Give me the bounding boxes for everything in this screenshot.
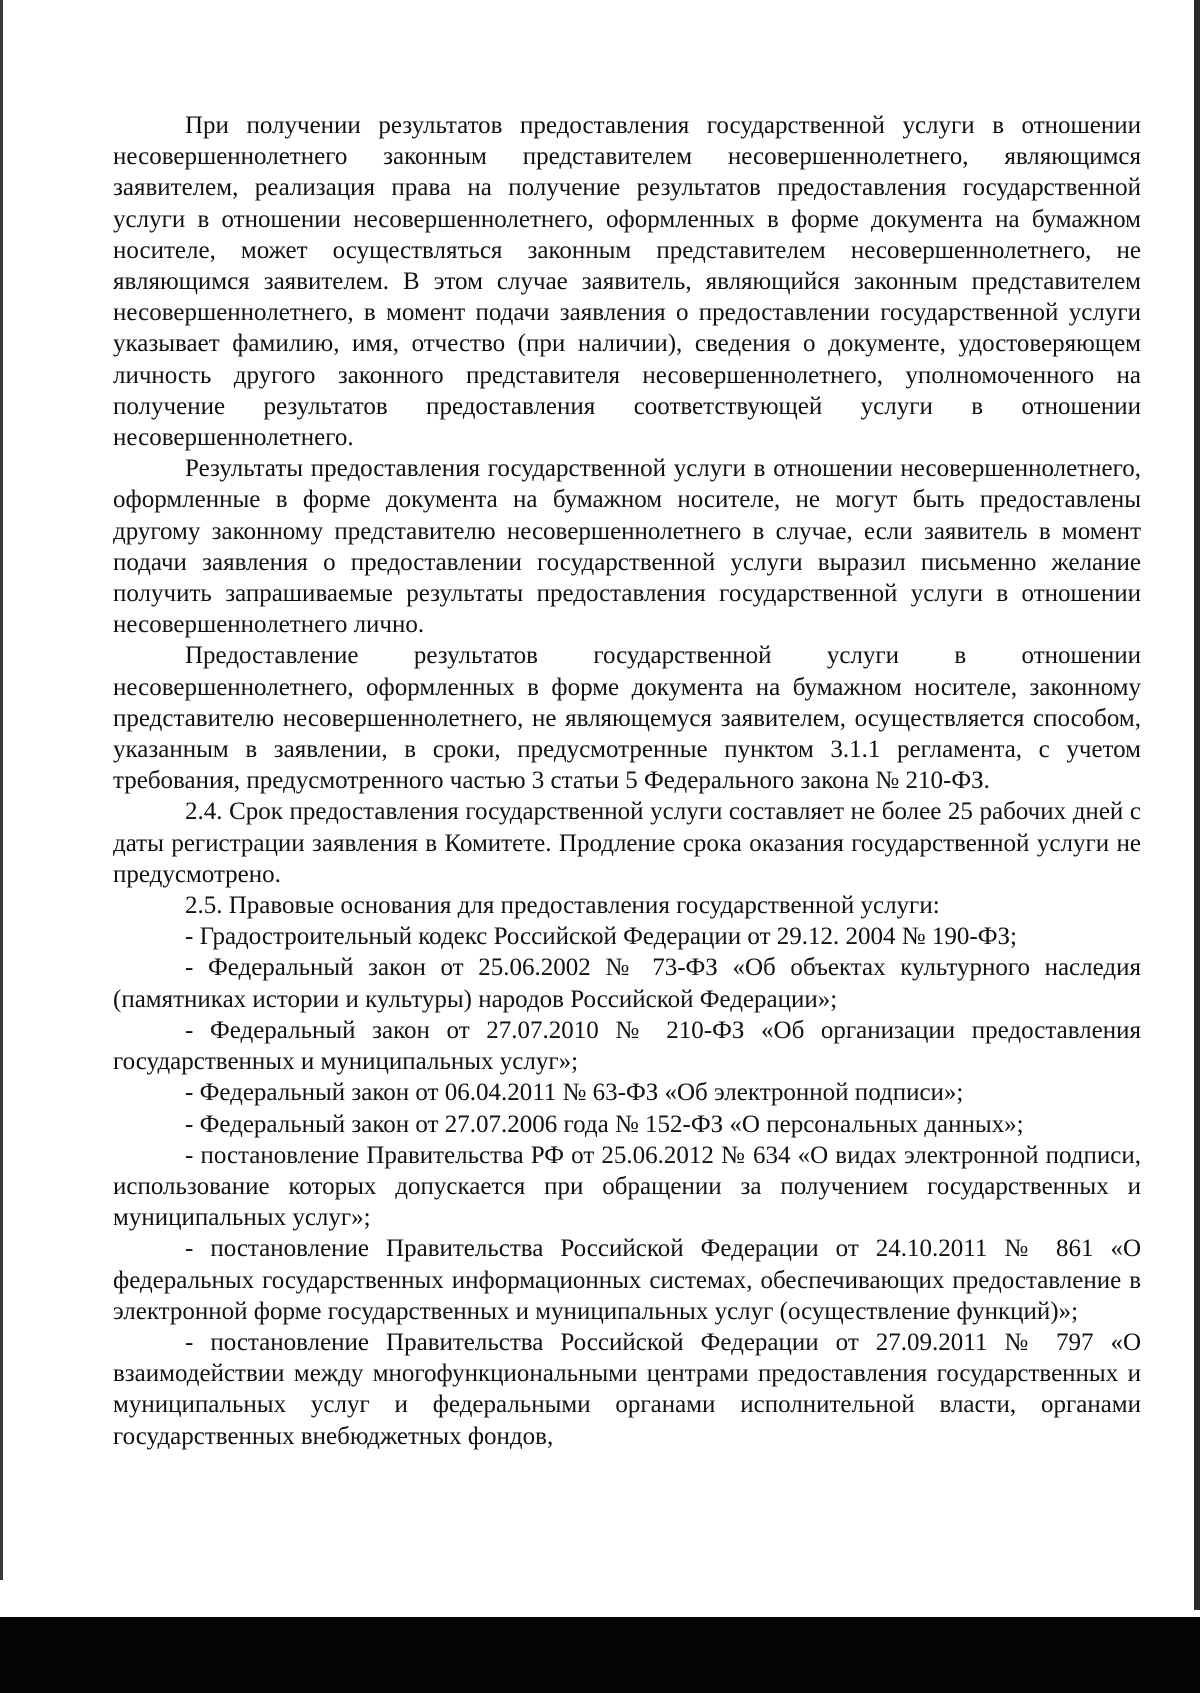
scan-edge-right [1194, 0, 1200, 1610]
legal-basis-item: - постановление Правительства РФ от 25.06.2012 № 634 «О видах электронной подписи, использование которых допускается при обращении за получением государственных и муниципальных услуг»; [113, 1141, 1141, 1232]
scan-bottom-border [0, 1617, 1200, 1693]
paragraph-results-delivery: Предоставление результатов государственной услуги в отношении несовершеннолетнего, оформленных в форме документа на бумажном носителе, законному представителю несовершеннолетнего, не являющемуся заявителем, осуществляется способом, указанным в заявлении, в сроки, предусмотренные пунктом 3.1.1 регламента, с учетом требования, предусмотренного частью 3 статьи 5 Федерального закона № 210-ФЗ. [113, 642, 1141, 795]
legal-basis-item: - постановление Правительства Российской Федерации от 24.10.2011 № 861 «О федеральных государственных информационных системах, обеспечивающих предоставление в электронной форме государственных и муниципальных услуг (осуществление функций)»; [113, 1235, 1141, 1325]
legal-basis-item: - Федеральный закон от 06.04.2011 № 63-ФЗ «Об электронной подписи»; [185, 1079, 964, 1107]
scan-edge-left [0, 0, 3, 1580]
paragraph-results-restriction: Результаты предоставления государственной услуги в отношении несовершеннолетнего, оформленные в форме документа на бумажном носителе, не могут быть предоставлены другому законному представителю несовершеннолетнего в случае, если заявитель в момент подачи заявления о предоставлении государственной услуги выразил письменно желание получить запрашиваемые результаты предоставления государственной услуги в отношении несовершеннолетнего лично. [113, 455, 1141, 639]
legal-basis-item: - Градостроительный кодекс Российской Федерации от 29.12. 2004 № 190-ФЗ; [185, 923, 1017, 951]
paragraph-section-2-5: 2.5. Правовые основания для предоставления государственной услуги: [185, 892, 940, 920]
legal-basis-item: - Федеральный закон от 25.06.2002 № 73-ФЗ «Об объектах культурного наследия (памятниках истории и культуры) народов Российской Федерации»; [113, 954, 1141, 1013]
legal-basis-item: - постановление Правительства Российской Федерации от 27.09.2011 № 797 «О взаимодействии между многофункциональными центрами предоставления государственных и муниципальных услуг и федеральными органами исполнительной власти, органами государственных внебюджетных фондов, [113, 1328, 1141, 1450]
legal-basis-item: - Федеральный закон от 27.07.2010 № 210-ФЗ «Об организации предоставления государственных и муниципальных услуг»; [113, 1016, 1141, 1076]
paragraph-representative-receipt: При получении результатов предоставления государственной услуги в отношении несовершеннолетнего законным представителем несовершеннолетнего, являющимся заявителем, реализация права на получение результатов предоставления государственной услуги в отношении несовершеннолетнего, оформленных в форме документа на бумажном носителе, может осуществляться законным представителем несовершеннолетнего, не являющимся заявителем. В этом случае заявитель, являющийся законным представителем несовершеннолетнего, в момент подачи заявления о предоставлении государственной услуги указывает фамилию, имя, отчество (при наличии), сведения о документе, удостоверяющем личность другого законного представителя несовершеннолетнего, уполномоченного на получение результатов предоставления соответствующей услуги в отношении несовершеннолетнего. [113, 112, 1141, 452]
legal-basis-item: - Федеральный закон от 27.07.2006 года № 152-ФЗ «О персональных данных»; [185, 1110, 1024, 1138]
document-body [113, 110, 1141, 1452]
paragraph-section-2-4: 2.4. Срок предоставления государственной услуги составляет не более 25 рабочих дней с даты регистрации заявления в Комитете. Продление срока оказания государственной услуги не предусмотрено. [113, 798, 1141, 888]
